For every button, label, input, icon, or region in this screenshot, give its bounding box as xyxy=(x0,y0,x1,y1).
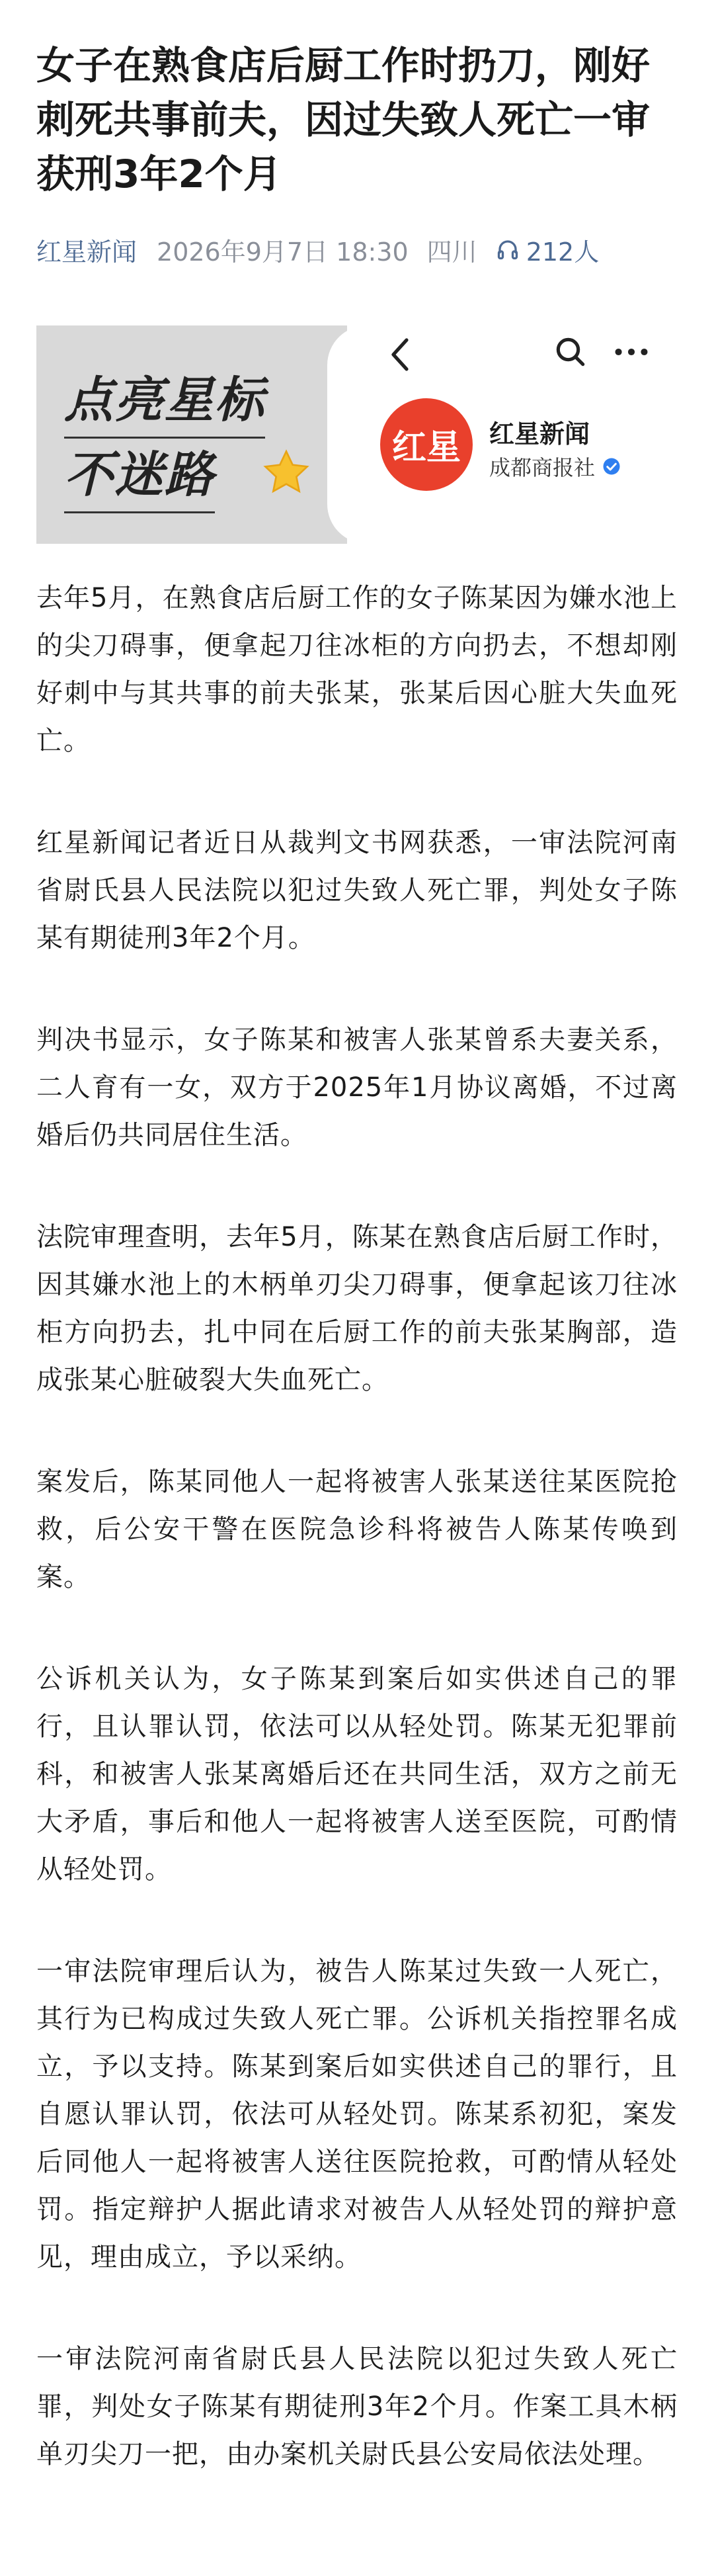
search-icon[interactable] xyxy=(552,333,589,370)
paragraph: 判决书显示，女子陈某和被害人张某曾系夫妻关系，二人育有一女，双方于2025年1月协议离婚，不过离婚后仍共同居住生活。 xyxy=(36,1025,678,1150)
paragraph: 红星新闻记者近日从裁判文书网获悉，一审法院河南省尉氏县人民法院以犯过失致人死亡罪，判处女子陈某有期徒刑3年2个月。 xyxy=(36,828,678,953)
paragraph: 案发后，陈某同他人一起将被害人张某送往某医院抢救，后公安干警在医院急诊科将被告人陈某传唤到案。 xyxy=(36,1467,678,1592)
follow-banner[interactable] xyxy=(36,325,678,544)
account-card xyxy=(347,325,678,544)
account-org-label: 成都商报社 xyxy=(489,455,596,480)
paragraph: 公诉机关认为，女子陈某到案后如实供述自己的罪行，且认罪认罚，依法可以从轻处罚。陈某无犯罪前科，和被害人张某离婚后还在共同生活，双方之前无大矛盾，事后和他人一起将被害人送至医院，可酌情从轻处罚。 xyxy=(36,1664,678,1885)
location: 四川 xyxy=(426,237,477,267)
article-title: 女子在熟食店后厨工作时扔刀，刚好刺死共事前夫，因过失致人死亡一审获刑3年2个月 xyxy=(36,43,651,196)
account-org xyxy=(489,451,621,482)
verified-icon xyxy=(602,456,621,476)
account-name[interactable]: 红星新闻 xyxy=(489,419,590,449)
paragraph: 法院审理查明，去年5月，陈某在熟食店后厨工作时，因其嫌水池上的木柄单刃尖刀碍事，便拿起该刀往冰柜方向扔去，扎中同在后厨工作的前夫张某胸部，造成张某心脏破裂大失血死亡。 xyxy=(36,1222,678,1395)
paragraph: 去年5月，在熟食店后厨工作的女子陈某因为嫌水池上的尖刀碍事，便拿起刀往冰柜的方向扔去，不想却刚好刺中与其共事的前夫张某，张某后因心脏大失血死亡。 xyxy=(36,583,678,756)
paragraph: 一审法院审理后认为，被告人陈某过失致一人死亡，其行为已构成过失致人死亡罪。公诉机关指控罪名成立，予以支持。陈某到案后如实供述自己的罪行，且自愿认罪认罚，依法可从轻处罚。陈某系初犯，案发后同他人一起将被害人送往医院抢救，可酌情从轻处罚。指定辩护人据此请求对被告人从轻处罚的辩护意见，理由成立，予以采纳。 xyxy=(36,1956,678,2272)
star-icon xyxy=(260,446,313,499)
slogan-line-2: 不迷路 xyxy=(64,439,215,513)
publish-time: 2026年9月7日 18:30 xyxy=(157,237,409,267)
listener-count: 212人 xyxy=(526,237,600,267)
more-icon[interactable] xyxy=(608,333,654,370)
source-link[interactable]: 红星新闻 xyxy=(36,237,138,267)
back-arrow-icon[interactable] xyxy=(387,335,413,374)
listen-button[interactable] xyxy=(496,232,600,268)
account-logo[interactable] xyxy=(380,398,473,491)
article-body xyxy=(36,574,678,2478)
banner-slogan xyxy=(64,364,265,513)
paragraph: 一审法院河南省尉氏县人民法院以犯过失致人死亡罪，判处女子陈某有期徒刑3年2个月。作案工具木柄单刃尖刀一把，由办案机关尉氏县公安局依法处理。 xyxy=(36,2344,678,2469)
article-meta xyxy=(36,233,599,266)
svg-text:红星: 红星 xyxy=(391,428,461,468)
headphones-icon xyxy=(496,237,520,261)
slogan-line-1: 点亮星标 xyxy=(64,364,265,439)
banner-slogan-panel xyxy=(36,325,347,544)
